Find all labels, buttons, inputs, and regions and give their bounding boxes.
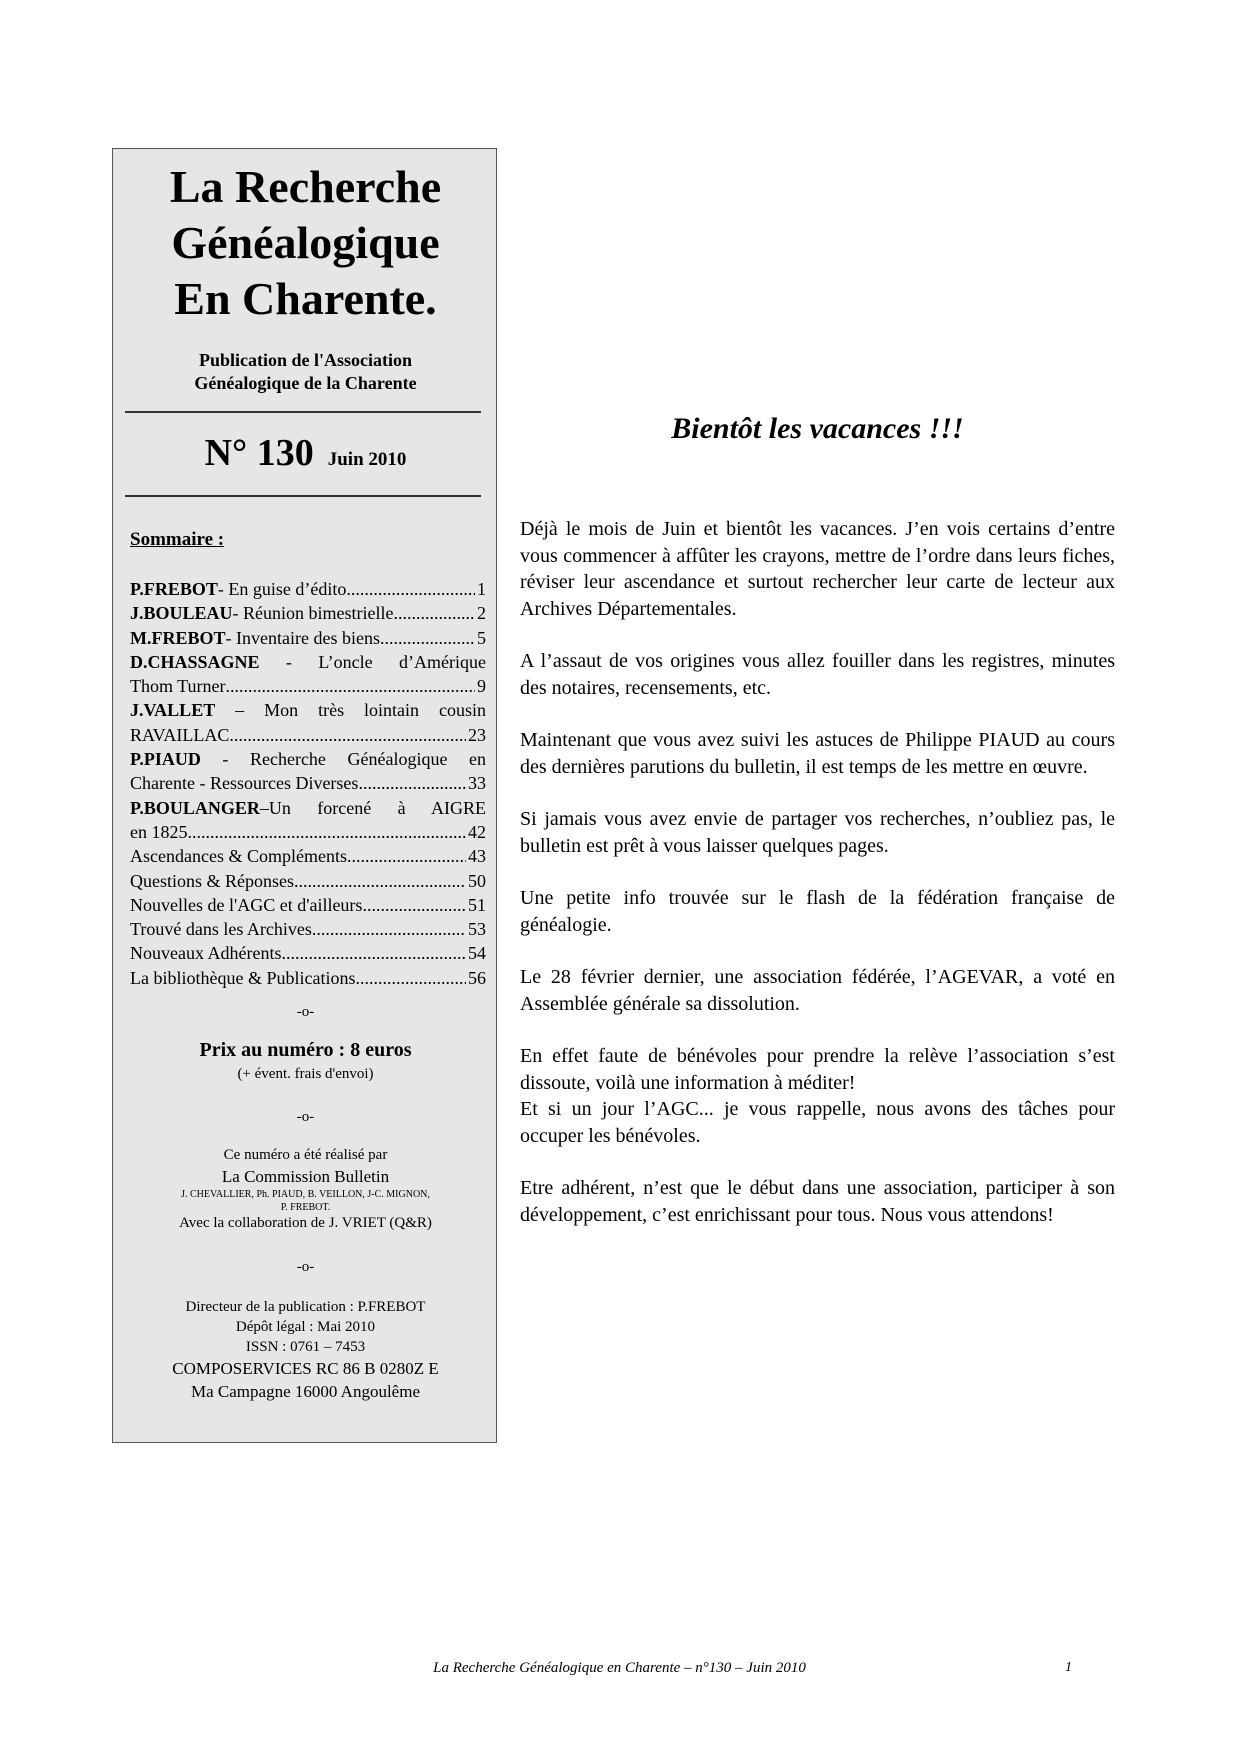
toc-title: Trouvé dans les Archives bbox=[130, 919, 312, 940]
toc-entry-title bbox=[130, 749, 486, 769]
issue-info bbox=[113, 431, 498, 475]
toc-entry-title bbox=[130, 798, 486, 818]
article-paragraph: A l’assaut de vos origines vous allez fouiller dans les registres, minutes des notaires, recensements, etc. bbox=[520, 650, 1115, 699]
toc-entry bbox=[130, 941, 486, 965]
toc-author: D.CHASSAGNE bbox=[130, 651, 260, 672]
toc-entry-title bbox=[130, 723, 229, 747]
toc-entry-title bbox=[130, 771, 358, 795]
toc-leader-dots bbox=[362, 893, 466, 917]
credits-commission: La Commission Bulletin bbox=[221, 1167, 390, 1186]
title-line: La Recherche bbox=[169, 161, 442, 212]
publication-info bbox=[113, 349, 498, 395]
title-line: Généalogique bbox=[171, 217, 440, 268]
toc-entry-title bbox=[130, 966, 355, 990]
toc-entry-title bbox=[130, 577, 346, 601]
toc-page: 42 bbox=[468, 821, 486, 842]
toc-title: Charente - Ressources Diverses bbox=[130, 773, 359, 794]
toc-page: 9 bbox=[477, 676, 486, 697]
toc-title: Ascendances & Compléments bbox=[130, 846, 347, 867]
toc-title: – Mon très lointain cousin bbox=[215, 700, 486, 721]
toc-entry bbox=[130, 820, 486, 844]
toc-page: 54 bbox=[468, 943, 486, 964]
toc-leader-dots bbox=[226, 674, 475, 698]
toc-entry bbox=[130, 893, 486, 917]
toc-title: - Recherche Généalogique en bbox=[200, 749, 486, 770]
issue-number: N° 130 bbox=[204, 432, 314, 474]
toc-entry bbox=[130, 796, 486, 820]
price: Prix au numéro : 8 euros bbox=[199, 1039, 412, 1061]
table-of-contents bbox=[130, 577, 486, 990]
toc-entry bbox=[130, 674, 486, 698]
toc-author: M.FREBOT bbox=[130, 627, 226, 648]
toc-title: –Un forcené à AIGRE bbox=[259, 797, 486, 818]
toc-leader-dots bbox=[294, 869, 466, 893]
toc-author: P.PIAUD bbox=[130, 749, 201, 770]
divider bbox=[125, 411, 481, 413]
toc-title: Nouveaux Adhérents bbox=[130, 943, 282, 964]
separator: -o- bbox=[296, 1004, 315, 1020]
address: Ma Campagne 16000 Angoulême bbox=[191, 1382, 420, 1401]
credits-collab: Avec la collaboration de J. VRIET (Q&R) bbox=[179, 1215, 432, 1231]
toc-leader-dots bbox=[346, 577, 475, 601]
publication-line: Généalogique de la Charente bbox=[194, 373, 417, 393]
toc-author: J.BOULEAU bbox=[130, 603, 233, 624]
toc-leader-dots bbox=[380, 626, 475, 650]
toc-page: 50 bbox=[468, 870, 486, 891]
article-paragraph: Et si un jour l’AGC... je vous rappelle, nous avons des tâches pour occuper les bénévoles. bbox=[520, 1098, 1115, 1147]
article-paragraph: En effet faute de bénévoles pour prendre la relève l’association s’est dissoute, voilà une information à méditer! bbox=[520, 1045, 1115, 1094]
toc-leader-dots bbox=[229, 723, 466, 747]
toc-entry-title bbox=[130, 893, 362, 917]
composervices: COMPOSERVICES RC 86 B 0280Z E bbox=[172, 1359, 439, 1378]
toc-entry bbox=[130, 966, 486, 990]
price-note: (+ évent. frais d'envoi) bbox=[237, 1066, 374, 1082]
toc-entry bbox=[130, 869, 486, 893]
toc-page: 53 bbox=[468, 919, 486, 940]
toc-page: 1 bbox=[477, 579, 486, 599]
article-paragraph: Le 28 février dernier, une association fédérée, l’AGEVAR, a voté en Assemblée générale sa dissolution. bbox=[520, 966, 1115, 1015]
toc-title: Thom Turner bbox=[130, 676, 226, 697]
toc-leader-dots bbox=[281, 941, 466, 965]
article-paragraph: Si jamais vous avez envie de partager vos recherches, n’oubliez pas, le bulletin est prêt à vous laisser quelques pages. bbox=[520, 808, 1115, 857]
credits-line: Ce numéro a été réalisé par bbox=[223, 1147, 388, 1163]
toc-entry bbox=[130, 601, 486, 625]
article-paragraph: Déjà le mois de Juin et bientôt les vacances. J’en vois certains d’entre vous commencer à affûter les crayons, mettre de l’ordre dans leurs fiches, réviser leur ascendance et surtout rechercher leur carte de lecteur aux Archives Départementales. bbox=[520, 518, 1115, 620]
toc-entry-title bbox=[130, 626, 380, 650]
toc-entry-title bbox=[130, 601, 393, 625]
toc-page: 33 bbox=[468, 773, 486, 794]
toc-entry-title bbox=[130, 700, 486, 720]
toc-entry bbox=[130, 917, 486, 941]
toc-leader-dots bbox=[355, 966, 466, 990]
toc-title: en 1825 bbox=[130, 821, 188, 842]
article-paragraph: Une petite info trouvée sur le flash de la fédération française de généalogie. bbox=[520, 887, 1115, 936]
toc-entry bbox=[130, 771, 486, 795]
sommaire-heading: Sommaire : bbox=[130, 529, 225, 550]
separator: -o- bbox=[296, 1109, 315, 1125]
toc-leader-dots bbox=[312, 917, 466, 941]
toc-page: 23 bbox=[468, 724, 486, 745]
article-paragraph: Maintenant que vous avez suivi les astuces de Philippe PIAUD au cours des dernières parutions du bulletin, il est temps de les mettre en œuvre. bbox=[520, 729, 1115, 778]
title-line: En Charente. bbox=[174, 273, 437, 324]
toc-title: - L’oncle d’Amérique bbox=[259, 651, 486, 672]
toc-author: P.FREBOT bbox=[130, 579, 218, 599]
publication-line: Publication de l'Association bbox=[198, 350, 413, 370]
credits-names: J. CHEVALLIER, Ph. PIAUD, B. VEILLON, J-C. MIGNON, bbox=[181, 1189, 430, 1200]
toc-entry bbox=[130, 698, 486, 722]
divider bbox=[125, 495, 481, 497]
credits-names: P. FREBOT. bbox=[280, 1202, 331, 1213]
directeur: Directeur de la publication : P.FREBOT bbox=[185, 1299, 426, 1315]
toc-entry-title bbox=[130, 652, 486, 672]
toc-title: La bibliothèque & Publications bbox=[130, 967, 356, 988]
toc-leader-dots bbox=[347, 844, 466, 868]
toc-page: 2 bbox=[477, 603, 486, 624]
toc-page: 51 bbox=[468, 894, 486, 915]
article-body bbox=[520, 516, 1115, 1254]
article-paragraph: Etre adhérent, n’est que le début dans une association, participer à son développement, c’est enrichissant pour tous. Nous vous attendons! bbox=[520, 1177, 1115, 1226]
toc-entry-title bbox=[130, 820, 188, 844]
depot-legal: Dépôt légal : Mai 2010 bbox=[235, 1319, 376, 1335]
toc-title: - En guise d’édito bbox=[217, 579, 347, 599]
toc-page: 43 bbox=[468, 846, 486, 867]
issn: ISSN : 0761 – 7453 bbox=[245, 1339, 366, 1355]
toc-entry-title bbox=[130, 844, 347, 868]
toc-entry-title bbox=[130, 917, 312, 941]
article-headline: Bientôt les vacances !!! bbox=[671, 412, 964, 445]
toc-title: Nouvelles de l'AGC et d'ailleurs bbox=[130, 894, 363, 915]
toc-leader-dots bbox=[358, 771, 466, 795]
sidebar-box bbox=[112, 148, 497, 1443]
toc-leader-dots bbox=[188, 820, 467, 844]
toc-entry bbox=[130, 650, 486, 674]
toc-entry bbox=[130, 747, 486, 771]
page-number: 1 bbox=[1065, 1660, 1072, 1675]
toc-title: Questions & Réponses bbox=[130, 870, 294, 891]
toc-entry-title bbox=[130, 674, 226, 698]
toc-page: 5 bbox=[477, 627, 486, 648]
toc-leader-dots bbox=[393, 601, 475, 625]
journal-title bbox=[113, 159, 498, 327]
page-footer: La Recherche Généalogique en Charente – n°130 – Juin 2010 bbox=[433, 1660, 806, 1676]
toc-entry bbox=[130, 723, 486, 747]
toc-title: - Inventaire des biens bbox=[225, 627, 380, 648]
issue-date: Juin 2010 bbox=[327, 449, 407, 470]
toc-page: 56 bbox=[468, 967, 486, 988]
toc-author: J.VALLET bbox=[130, 700, 216, 721]
toc-author: P.BOULANGER bbox=[130, 797, 260, 818]
toc-title: - Réunion bimestrielle bbox=[232, 603, 394, 624]
toc-entry-title bbox=[130, 869, 294, 893]
toc-entry-title bbox=[130, 941, 281, 965]
toc-entry bbox=[130, 577, 486, 601]
toc-title: RAVAILLAC bbox=[130, 724, 230, 745]
toc-entry bbox=[130, 626, 486, 650]
separator: -o- bbox=[296, 1259, 315, 1275]
toc-entry bbox=[130, 844, 486, 868]
